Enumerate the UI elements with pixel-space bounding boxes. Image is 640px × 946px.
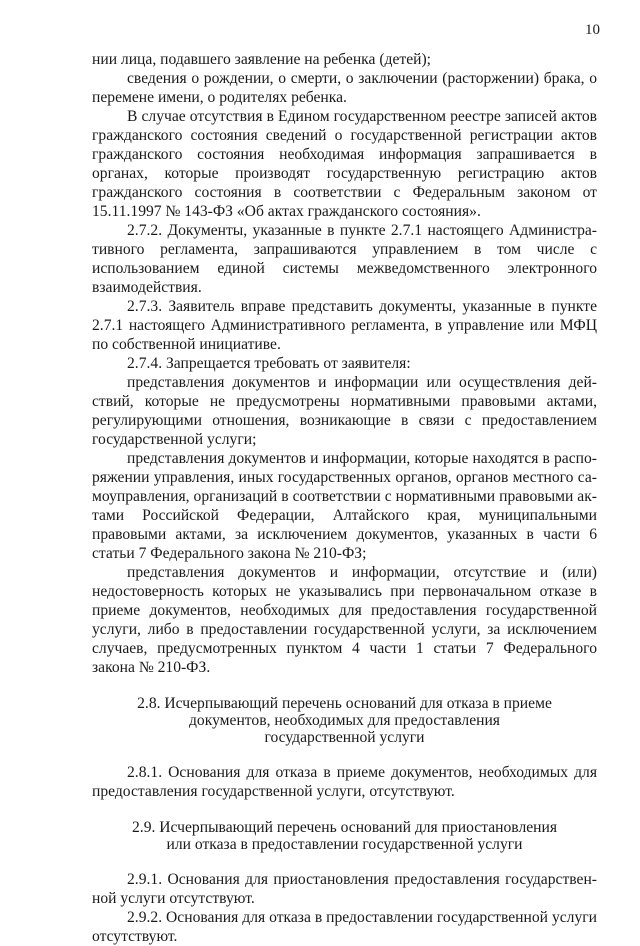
document-body — [92, 50, 597, 946]
section-heading-2-8: 2.8. Исчерпывающий перечень оснований для отказа в приеме документов, необходимых для предоставления государственной услуги — [137, 695, 552, 746]
paragraph-prohibition-1: представления документов и информации или осуществления действий, которые не предусмотрены нормативными правовыми актами, регулирующими отношения, возникающие в связи с предоставлением государственной услуги; — [92, 374, 597, 448]
paragraph-prohibition-3: представления документов и информации, отсутствие и (или) недостоверность которых не указывались при первоначальном отказе в приеме документов, необходимых для предоставления государственной услуги, либо в предоставлении государственной услуги, за исключением случаев, предусмотренных пунктом 4 части 1 статьи 7 Федерального закона № 210-ФЗ. — [92, 564, 597, 676]
paragraph-continuation: нии лица, подавшего заявление на ребенка (детей); — [92, 51, 431, 68]
page-number: 10 — [585, 22, 600, 38]
paragraph-2-9-2: 2.9.2. Основания для отказа в предоставлении государственной услуги отсутствуют. — [92, 909, 597, 945]
paragraph-2-7-2: 2.7.2. Документы, указанные в пункте 2.7.1 настоящего Административного регламента, запрашиваются управлением в том числе с использованием единой системы межведомственного электронного взаимодействия. — [92, 222, 597, 296]
paragraph-2-9-1: 2.9.1. Основания для приостановления предоставления государственной услуги отсутствуют. — [92, 871, 597, 907]
paragraph-2-7-3: 2.7.3. Заявитель вправе представить документы, указанные в пункте 2.7.1 настоящего Административного регламента, в управление или МФЦ по собственной инициативе. — [92, 298, 597, 353]
paragraph-registry-absence: В случае отсутствия в Едином государственном реестре записей актов гражданского состояния сведений о государственной регистрации актов гражданского состояния необходимая информация запрашивается в органах, которые производят государственную регистрацию актов гражданского состояния в соответствии с Федеральным законом от 15.11.1997 № 143-ФЗ «Об актах гражданского состояния». — [92, 108, 597, 220]
section-heading-2-9: 2.9. Исчерпывающий перечень оснований для приостановления или отказа в предоставлении государственной услуги — [132, 819, 558, 853]
paragraph-civil-records: сведения о рождении, о смерти, о заключении (расторжении) брака, о перемене имени, о родителях ребенка. — [92, 70, 597, 106]
paragraph-prohibition-2: представления документов и информации, которые находятся в распоряжении управления, иных государственных органов, органов местного самоуправления, организаций в соответствии с нормативными правовыми актами Российской Федерации, Алтайского края, муниципальными правовыми актами, за исключением документов, указанных в части 6 статьи 7 Федерального закона № 210-ФЗ; — [92, 450, 597, 562]
paragraph-2-7-4: 2.7.4. Запрещается требовать от заявителя: — [127, 355, 411, 372]
paragraph-2-8-1: 2.8.1. Основания для отказа в приеме документов, необходимых для предоставления государственной услуги, отсутствуют. — [92, 764, 597, 800]
